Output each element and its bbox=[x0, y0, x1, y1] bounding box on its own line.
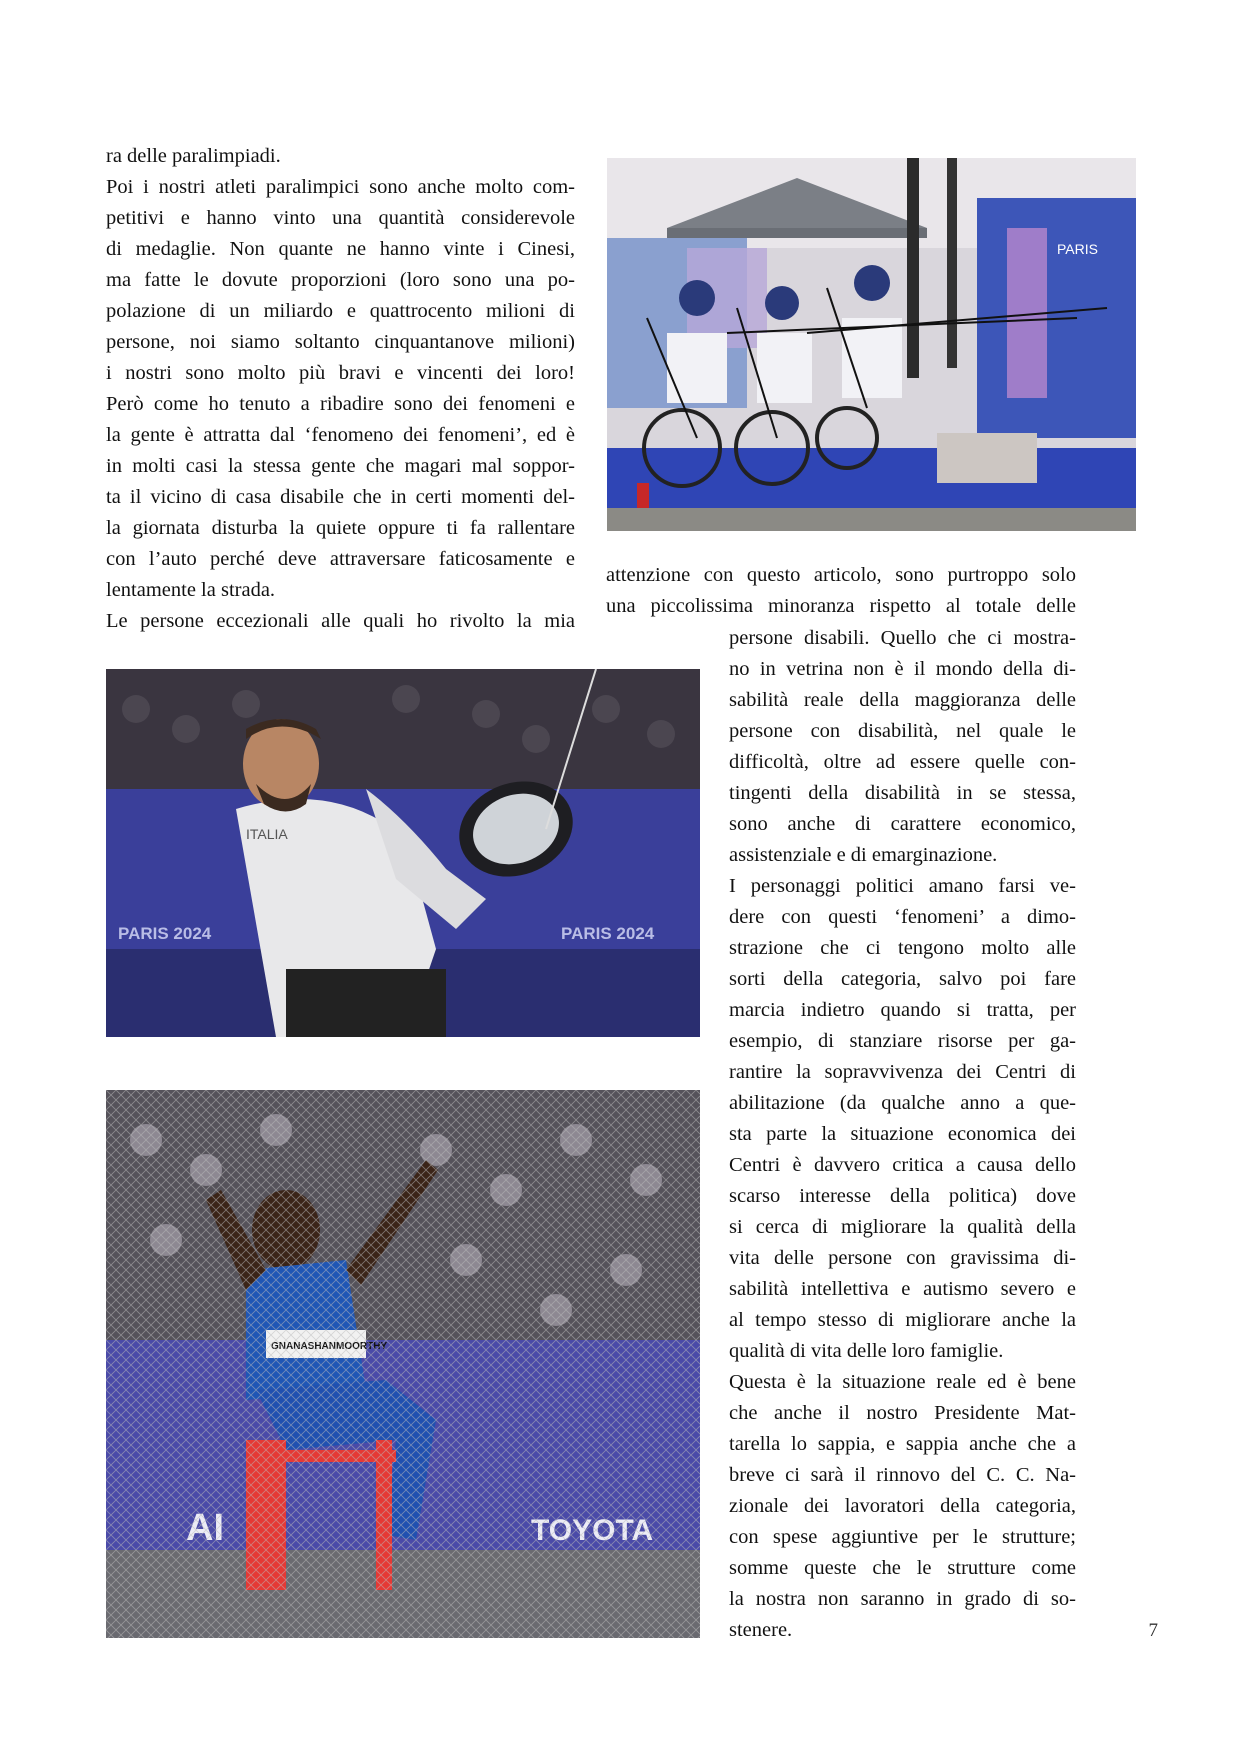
text-line: sorti della categoria, salvo poi fare bbox=[729, 968, 1076, 990]
text-line: dere con questi ‘fenomeni’ a dimo- bbox=[729, 906, 1076, 928]
text-line: ta il vicino di casa disabile che in certi momenti del- bbox=[106, 486, 575, 508]
text-line: persone, noi siamo soltanto cinquantanove milioni) bbox=[106, 331, 575, 353]
text-line: tarella lo sappia, e sappia anche che a bbox=[729, 1433, 1076, 1455]
page-number: 7 bbox=[1148, 1620, 1158, 1641]
fencing-jersey: ITALIA bbox=[246, 826, 288, 842]
text-line: ra delle paralimpiadi. bbox=[106, 145, 281, 167]
text-line: lentamente la strada. bbox=[106, 579, 276, 601]
text-line: al tempo stesso di migliorare anche la bbox=[729, 1309, 1076, 1331]
text-line: i nostri sono molto più bravi e vincenti dei loro! bbox=[106, 362, 575, 384]
text-line: Poi i nostri atleti paralimpici sono anche molto com- bbox=[106, 176, 575, 198]
text-line: una piccolissima minoranza rispetto al totale delle bbox=[606, 595, 1076, 617]
text-line: sta parte la situazione economica dei bbox=[729, 1123, 1076, 1145]
text-line: somme queste che le strutture come bbox=[729, 1557, 1076, 1579]
text-line: la gente è attratta dal ‘fenomeno dei fenomeni’, ed è bbox=[106, 424, 575, 446]
text-line: no in vetrina non è il mondo della di- bbox=[729, 658, 1076, 680]
text-line: persone con disabilità, nel quale le bbox=[729, 720, 1076, 742]
text-line: con l’auto perché deve attraversare faticosamente e bbox=[106, 548, 575, 570]
photo-throwing bbox=[106, 1090, 700, 1638]
text-line: tingenti della disabilità in se stessa, bbox=[729, 782, 1076, 804]
text-column-left bbox=[106, 141, 575, 637]
text-line: abilitazione (da qualche anno a que- bbox=[729, 1092, 1076, 1114]
text-line: vita delle persone con gravissima di- bbox=[729, 1247, 1076, 1269]
text-line: marcia indietro quando si tratta, per bbox=[729, 999, 1076, 1021]
text-line: ma fatte le dovute proporzioni (loro sono una po- bbox=[106, 269, 575, 291]
text-line: assistenziale e di emarginazione. bbox=[729, 844, 998, 866]
photo-archery bbox=[607, 158, 1136, 531]
text-line: in molti casi la stessa gente che magari mal soppor- bbox=[106, 455, 575, 477]
text-line: la nostra non saranno in grado di so- bbox=[729, 1588, 1076, 1610]
text-line: Questa è la situazione reale ed è bene bbox=[729, 1371, 1076, 1393]
text-line: scarso interesse della politica) dove bbox=[729, 1185, 1076, 1207]
text-line: stenere. bbox=[729, 1619, 793, 1641]
text-column-right bbox=[729, 623, 1076, 1646]
text-line: Le persone eccezionali alle quali ho rivolto la mia bbox=[106, 610, 575, 632]
text-line: I personaggi politici amano farsi ve- bbox=[729, 875, 1076, 897]
text-line: esempio, di stanziare risorse per ga- bbox=[729, 1030, 1076, 1052]
photo-fencing bbox=[106, 669, 700, 1037]
text-line: polazione di un miliardo e quattrocento milioni di bbox=[106, 300, 575, 322]
text-line: zionale dei lavoratori della categoria, bbox=[729, 1495, 1076, 1517]
text-line: petitivi e hanno vinto una quantità considerevole bbox=[106, 207, 575, 229]
text-line: rantire la sopravvivenza dei Centri di bbox=[729, 1061, 1076, 1083]
text-line: sabilità intellettiva e autismo severo e bbox=[729, 1278, 1076, 1300]
fencing-banner-right: PARIS 2024 bbox=[561, 924, 655, 943]
text-line: che anche il nostro Presidente Mat- bbox=[729, 1402, 1076, 1424]
text-line: con spese aggiuntive per le strutture; bbox=[729, 1526, 1076, 1548]
text-line: persone disabili. Quello che ci mostra- bbox=[729, 627, 1076, 649]
text-line: qualità di vita delle loro famiglie. bbox=[729, 1340, 1004, 1362]
text-column-mid bbox=[606, 560, 1076, 622]
text-line: difficoltà, oltre ad essere quelle con- bbox=[729, 751, 1076, 773]
text-line: strazione che ci tengono molto alle bbox=[729, 937, 1076, 959]
archery-banner: PARIS bbox=[1057, 241, 1098, 257]
text-line: Centri è davvero critica a causa dello bbox=[729, 1154, 1076, 1176]
text-line: la giornata disturba la quiete oppure ti fa rallentare bbox=[106, 517, 575, 539]
text-line: di medaglie. Non quante ne hanno vinte i Cinesi, bbox=[106, 238, 575, 260]
text-line: breve ci sarà il rinnovo del C. C. Na- bbox=[729, 1464, 1076, 1486]
text-line: sabilità reale della maggioranza delle bbox=[729, 689, 1076, 711]
text-line: si cerca di migliorare la qualità della bbox=[729, 1216, 1076, 1238]
text-line: Però come ho tenuto a ribadire sono dei fenomeni e bbox=[106, 393, 575, 415]
text-line: attenzione con questo articolo, sono purtroppo solo bbox=[606, 564, 1076, 586]
fencing-banner-left: PARIS 2024 bbox=[118, 924, 212, 943]
text-line: sono anche di carattere economico, bbox=[729, 813, 1076, 835]
